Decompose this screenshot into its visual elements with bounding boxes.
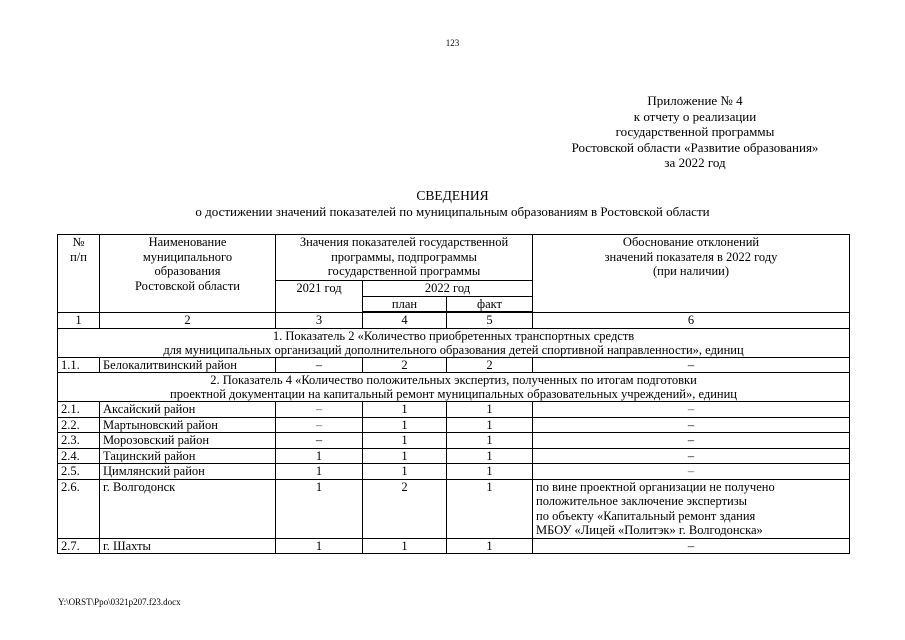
row-municipality: Тацинский район xyxy=(100,448,276,464)
row-number: 2.3. xyxy=(58,433,100,449)
row-reason: – xyxy=(533,538,850,554)
row-municipality: г. Шахты xyxy=(100,538,276,554)
report-table xyxy=(57,234,850,554)
row-reason: – xyxy=(533,464,850,480)
row-plan: 1 xyxy=(363,464,447,480)
row-fact: 1 xyxy=(447,402,533,418)
document-heading xyxy=(0,188,905,220)
row-2021: 1 xyxy=(276,464,363,480)
table-row xyxy=(58,433,850,449)
row-reason: по вине проектной организации не получено положительное заключение экспертизы по объекту «Капитальный ремонт здания МБОУ «Лицей «Политэк» г. Волгодонска» xyxy=(533,479,850,538)
appendix-block xyxy=(500,93,890,171)
row-reason: – xyxy=(533,402,850,418)
row-reason: – xyxy=(533,433,850,449)
row-reason: – xyxy=(533,417,850,433)
row-number: 2.2. xyxy=(58,417,100,433)
table-row xyxy=(58,448,850,464)
row-number: 2.7. xyxy=(58,538,100,554)
row-2021: 1 xyxy=(276,448,363,464)
appendix-line: к отчету о реализации xyxy=(633,108,757,124)
row-reason: – xyxy=(533,448,850,464)
section-title: 2. Показатель 4 «Количество положительных экспертиз, полученных по итогам подготовки проектной документации на капитальный ремонт муниципальных образовательных учреждений», единиц xyxy=(58,373,850,402)
header-reason: Обоснование отклонений значений показателя в 2022 году (при наличии) xyxy=(533,235,850,313)
column-number: 6 xyxy=(533,312,850,328)
table-row xyxy=(58,479,850,538)
row-2021: – xyxy=(276,433,363,449)
row-fact: 1 xyxy=(447,479,533,538)
section-title: 1. Показатель 2 «Количество приобретенных транспортных средств для муниципальных организаций дополнительного образования детей спортивной направленности», единиц xyxy=(58,328,850,357)
row-plan: 2 xyxy=(363,357,447,373)
row-2021: – xyxy=(276,357,363,373)
table-row xyxy=(58,417,850,433)
appendix-line: за 2022 год xyxy=(664,155,726,170)
header-municipality: Наименование муниципального образования Ростовской области xyxy=(100,235,276,313)
file-path-footer: Y:\ORST\Ppo\0321p207.f23.docx xyxy=(58,597,181,607)
row-municipality: Белокалитвинский район xyxy=(100,357,276,373)
appendix-line: Ростовской области «Развитие образования» xyxy=(571,139,819,155)
row-number: 1.1. xyxy=(58,357,100,373)
appendix-line: государственной программы xyxy=(615,124,775,139)
row-fact: 1 xyxy=(447,417,533,433)
header-plan: план xyxy=(363,296,447,312)
column-number: 5 xyxy=(447,312,533,328)
row-fact: 2 xyxy=(447,357,533,373)
column-number: 3 xyxy=(276,312,363,328)
row-fact: 1 xyxy=(447,433,533,449)
row-2021: 1 xyxy=(276,479,363,538)
row-municipality: Мартыновский район xyxy=(100,417,276,433)
header-year-2021: 2021 год xyxy=(276,281,363,313)
row-2021: 1 xyxy=(276,538,363,554)
header-year-2022: 2022 год xyxy=(363,281,533,297)
table-row xyxy=(58,402,850,418)
row-fact: 1 xyxy=(447,464,533,480)
table-row xyxy=(58,538,850,554)
page-number: 123 xyxy=(445,38,460,48)
row-plan: 1 xyxy=(363,448,447,464)
row-fact: 1 xyxy=(447,538,533,554)
header-values: Значения показателей государственной программы, подпрограммы государственной программы xyxy=(276,235,533,281)
column-number: 1 xyxy=(58,312,100,328)
row-fact: 1 xyxy=(447,448,533,464)
column-number: 2 xyxy=(100,312,276,328)
table-row xyxy=(58,357,850,373)
row-reason: – xyxy=(533,357,850,373)
row-2021: – xyxy=(276,417,363,433)
document-subtitle: о достижении значений показателей по муниципальным образованиям в Ростовской области xyxy=(195,204,710,219)
row-plan: 1 xyxy=(363,538,447,554)
appendix-line: Приложение № 4 xyxy=(647,93,743,108)
section-title-row xyxy=(58,373,850,402)
document-title: СВЕДЕНИЯ xyxy=(416,188,489,203)
row-municipality: Аксайский район xyxy=(100,402,276,418)
column-number-row xyxy=(58,312,850,328)
row-plan: 1 xyxy=(363,417,447,433)
row-number: 2.1. xyxy=(58,402,100,418)
row-2021: – xyxy=(276,402,363,418)
row-number: 2.5. xyxy=(58,464,100,480)
header-fact: факт xyxy=(447,296,533,312)
header-row xyxy=(58,235,850,281)
row-number: 2.6. xyxy=(58,479,100,538)
row-plan: 1 xyxy=(363,402,447,418)
column-number: 4 xyxy=(363,312,447,328)
section-title-row xyxy=(58,328,850,357)
row-number: 2.4. xyxy=(58,448,100,464)
row-municipality: Морозовский район xyxy=(100,433,276,449)
row-municipality: г. Волгодонск xyxy=(100,479,276,538)
header-number: № п/п xyxy=(58,235,100,313)
row-municipality: Цимлянский район xyxy=(100,464,276,480)
row-plan: 1 xyxy=(363,433,447,449)
table-row xyxy=(58,464,850,480)
row-plan: 2 xyxy=(363,479,447,538)
